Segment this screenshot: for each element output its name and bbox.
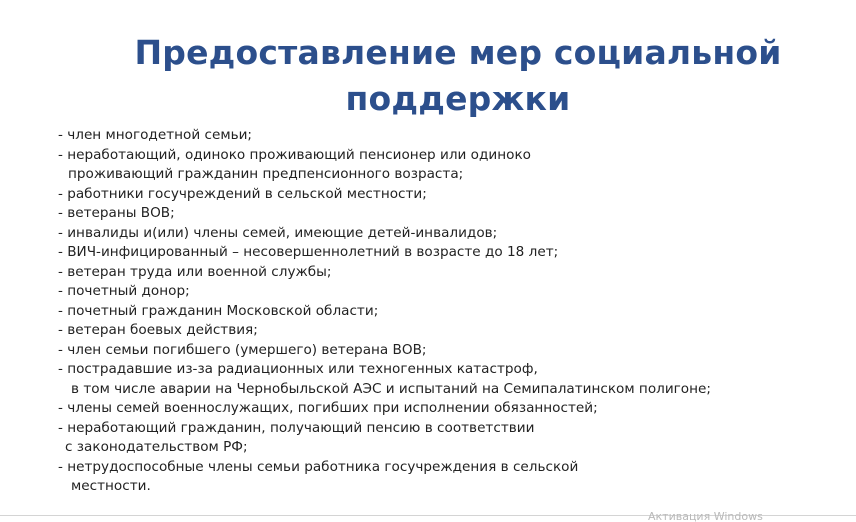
- list-item-text: - почетный гражданин Московской области;: [58, 302, 379, 319]
- list-item: [58, 341, 711, 361]
- list-item: [58, 419, 711, 458]
- slide-title-line-1: Предоставление мер социальной: [134, 33, 782, 72]
- list-item: [58, 224, 711, 244]
- list-item: [58, 146, 711, 185]
- list-item: [58, 185, 711, 205]
- list-item-text: - ветераны ВОВ;: [58, 205, 175, 221]
- list-item-text: - член семьи погибшего (умершего) ветерана ВОВ;: [58, 341, 427, 358]
- list-item: [58, 126, 711, 146]
- windows-activation-watermark: Активация Windows: [648, 510, 763, 522]
- list-item: [58, 263, 711, 283]
- list-item-text: - неработающий гражданин, получающий пенсию в соответствии: [58, 419, 535, 436]
- list-item-text: - члены семей военнослужащих, погибших при исполнении обязанностей;: [58, 400, 598, 416]
- list-item: [58, 302, 711, 322]
- list-item-text: - нетрудоспособные члены семьи работника госучреждения в сельской: [58, 458, 579, 475]
- slide-title: [108, 30, 808, 122]
- support-categories-list: [58, 126, 711, 497]
- list-item: [58, 360, 711, 399]
- list-item: [58, 321, 711, 341]
- list-item: [58, 458, 711, 497]
- list-item-continuation: проживающий гражданин предпенсионного возраста;: [68, 166, 464, 182]
- list-item-continuation: в том числе аварии на Чернобыльской АЭС и испытаний на Семипалатинском полигоне;: [71, 380, 711, 397]
- list-item-text: - член многодетной семьи;: [58, 127, 252, 143]
- list-item-text: - ветеран труда или военной службы;: [58, 263, 332, 280]
- list-item-text: - инвалиды и(или) члены семей, имеющие детей-инвалидов;: [58, 224, 498, 241]
- list-item: [58, 243, 711, 263]
- list-item-text: - ВИЧ-инфицированный – несовершеннолетний в возрасте до 18 лет;: [58, 244, 559, 260]
- list-item-continuation: местности.: [71, 478, 151, 494]
- list-item: [58, 204, 711, 224]
- list-item-continuation: с законодательством РФ;: [65, 439, 248, 455]
- list-item-text: - работники госучреждений в сельской местности;: [58, 185, 427, 202]
- list-item-text: - почетный донор;: [58, 283, 190, 299]
- list-item: [58, 399, 711, 419]
- list-item: [58, 282, 711, 302]
- list-item-text: - ветеран боевых действия;: [58, 322, 258, 338]
- slide-title-line-2: поддержки: [345, 79, 571, 118]
- list-item-text: - пострадавшие из-за радиационных или техногенных катастроф,: [58, 361, 538, 377]
- list-item-text: - неработающий, одиноко проживающий пенсионер или одиноко: [58, 146, 531, 163]
